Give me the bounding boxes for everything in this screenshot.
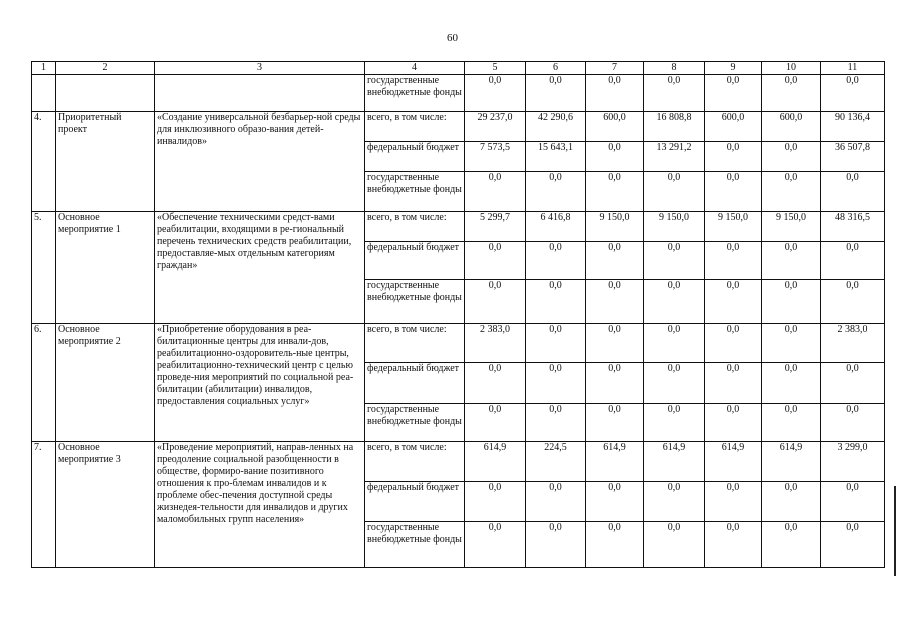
value-cell: 0,0 [644,75,705,112]
value-cell: 9 150,0 [705,212,762,242]
value-cell: 600,0 [705,112,762,142]
value-cell: 0,0 [762,142,821,172]
budget-table [31,61,885,568]
value-cell: 0,0 [644,172,705,212]
value-cell: 600,0 [586,112,644,142]
fund-source: государственные внебюджетные фонды [365,172,465,212]
value-cell: 0,0 [762,363,821,404]
value-cell: 0,0 [586,522,644,568]
value-cell: 2 383,0 [821,324,885,363]
fund-source: всего, в том числе: [365,112,465,142]
empty-cell [32,75,56,112]
value-cell: 0,0 [705,404,762,442]
value-cell: 0,0 [526,172,586,212]
item-type: Основное мероприятие 1 [56,212,155,324]
value-cell: 0,0 [821,242,885,280]
value-cell: 48 316,5 [821,212,885,242]
item-number: 7. [32,442,56,568]
value-cell: 0,0 [644,363,705,404]
column-header: 6 [526,62,586,75]
value-cell: 0,0 [586,142,644,172]
value-cell: 0,0 [644,242,705,280]
value-cell: 0,0 [705,142,762,172]
value-cell: 600,0 [762,112,821,142]
table-row [32,442,885,482]
column-header: 5 [465,62,526,75]
column-header: 10 [762,62,821,75]
fund-source: федеральный бюджет [365,363,465,404]
item-number: 5. [32,212,56,324]
value-cell: 0,0 [465,522,526,568]
fund-source: федеральный бюджет [365,482,465,522]
value-cell: 224,5 [526,442,586,482]
column-header: 7 [586,62,644,75]
value-cell: 0,0 [762,242,821,280]
fund-source: всего, в том числе: [365,212,465,242]
value-cell: 0,0 [586,242,644,280]
table-row [32,112,885,142]
value-cell: 0,0 [705,280,762,324]
item-name: «Проведение мероприятий, направ-ленных на преодоление социальной разобщенности в обществе, формиро-вание позитивного отношения к про-блемам инвалидов и к проблеме обес-печения доступной среды жизнедея-тельности для инвалидов и других маломобильных групп населения» [155,442,365,568]
value-cell: 0,0 [586,482,644,522]
value-cell: 0,0 [465,363,526,404]
value-cell: 0,0 [762,404,821,442]
continuation-row [32,75,885,112]
value-cell: 0,0 [821,522,885,568]
item-number: 4. [32,112,56,212]
value-cell: 0,0 [762,522,821,568]
value-cell: 29 237,0 [465,112,526,142]
value-cell: 13 291,2 [644,142,705,172]
value-cell: 0,0 [465,280,526,324]
value-cell: 0,0 [705,75,762,112]
value-cell: 0,0 [465,404,526,442]
value-cell: 0,0 [526,363,586,404]
item-name: «Обеспечение техническими средст-вами реабилитации, входящими в ре-гиональный перечень технических средств реабилитации, предоставляе-мых отдельным категориям граждан» [155,212,365,324]
value-cell: 0,0 [465,242,526,280]
table-body [32,62,885,568]
value-cell: 0,0 [586,404,644,442]
fund-source: всего, в том числе: [365,442,465,482]
value-cell: 0,0 [465,75,526,112]
value-cell: 0,0 [705,242,762,280]
value-cell: 0,0 [821,363,885,404]
value-cell: 0,0 [762,280,821,324]
value-cell: 0,0 [821,172,885,212]
column-header: 11 [821,62,885,75]
value-cell: 6 416,8 [526,212,586,242]
value-cell: 0,0 [705,363,762,404]
column-header: 4 [365,62,465,75]
value-cell: 0,0 [586,363,644,404]
value-cell: 0,0 [821,75,885,112]
value-cell: 0,0 [526,482,586,522]
value-cell: 0,0 [465,482,526,522]
value-cell: 0,0 [644,522,705,568]
value-cell: 0,0 [821,482,885,522]
value-cell: 9 150,0 [586,212,644,242]
value-cell: 0,0 [526,242,586,280]
item-name: «Приобретение оборудования в реа-билитационные центры для инвали-дов, реабилитационно-оздоровитель-ные центры, реабилитационно-технический центр с целью проведе-ния мероприятий по социальной реа-билитации (абилитации) инвалидов, предоставления социальных услуг» [155,324,365,442]
header-row [32,62,885,75]
value-cell: 9 150,0 [762,212,821,242]
value-cell: 614,9 [586,442,644,482]
value-cell: 0,0 [821,280,885,324]
value-cell: 0,0 [586,172,644,212]
value-cell: 0,0 [705,482,762,522]
page-number: 60 [447,32,458,44]
value-cell: 0,0 [526,324,586,363]
value-cell: 614,9 [465,442,526,482]
value-cell: 0,0 [644,404,705,442]
column-header: 1 [32,62,56,75]
fund-source: федеральный бюджет [365,142,465,172]
fund-source: государственные внебюджетные фонды [365,404,465,442]
value-cell: 9 150,0 [644,212,705,242]
value-cell: 0,0 [762,75,821,112]
value-cell: 36 507,8 [821,142,885,172]
value-cell: 2 383,0 [465,324,526,363]
item-name: «Создание универсальной безбарьер-ной среды для инклюзивного образо-вания детей-инвалидов» [155,112,365,212]
value-cell: 0,0 [465,172,526,212]
value-cell: 3 299,0 [821,442,885,482]
table-row [32,324,885,363]
item-number: 6. [32,324,56,442]
value-cell: 5 299,7 [465,212,526,242]
scan-edge-mark [894,486,896,576]
value-cell: 0,0 [705,522,762,568]
empty-cell [155,75,365,112]
table-row [32,212,885,242]
value-cell: 90 136,4 [821,112,885,142]
value-cell: 0,0 [762,324,821,363]
value-cell: 0,0 [762,172,821,212]
value-cell: 0,0 [526,75,586,112]
value-cell: 0,0 [586,75,644,112]
value-cell: 0,0 [526,404,586,442]
fund-source: государственные внебюджетные фонды [365,522,465,568]
value-cell: 15 643,1 [526,142,586,172]
column-header: 3 [155,62,365,75]
value-cell: 0,0 [586,324,644,363]
item-type: Основное мероприятие 2 [56,324,155,442]
fund-source: государственные внебюджетные фонды [365,75,465,112]
value-cell: 614,9 [644,442,705,482]
value-cell: 0,0 [526,280,586,324]
item-type: Основное мероприятие 3 [56,442,155,568]
item-type: Приоритетный проект [56,112,155,212]
value-cell: 0,0 [762,482,821,522]
fund-source: федеральный бюджет [365,242,465,280]
empty-cell [56,75,155,112]
column-header: 2 [56,62,155,75]
value-cell: 16 808,8 [644,112,705,142]
fund-source: государственные внебюджетные фонды [365,280,465,324]
value-cell: 0,0 [705,324,762,363]
column-header: 8 [644,62,705,75]
value-cell: 0,0 [586,280,644,324]
fund-source: всего, в том числе: [365,324,465,363]
value-cell: 0,0 [821,404,885,442]
value-cell: 614,9 [762,442,821,482]
value-cell: 0,0 [644,280,705,324]
value-cell: 42 290,6 [526,112,586,142]
value-cell: 0,0 [644,324,705,363]
value-cell: 0,0 [644,482,705,522]
column-header: 9 [705,62,762,75]
value-cell: 0,0 [526,522,586,568]
value-cell: 614,9 [705,442,762,482]
value-cell: 0,0 [705,172,762,212]
value-cell: 7 573,5 [465,142,526,172]
